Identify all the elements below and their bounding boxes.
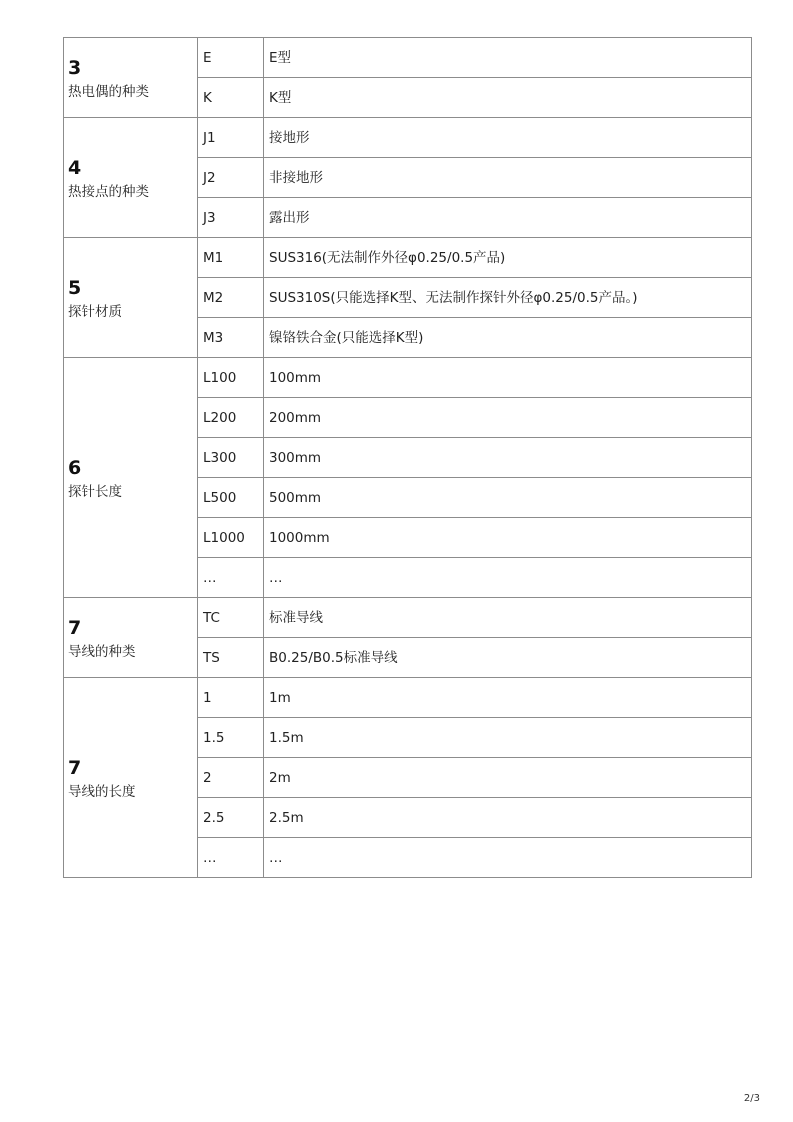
spec-table-body <box>64 38 752 878</box>
spec-table <box>63 37 752 878</box>
group-cell <box>64 238 198 358</box>
option-description: SUS316(无法制作外径φ0.25/0.5产品) <box>264 238 752 278</box>
option-description: SUS310S(只能选择K型、无法制作探针外径φ0.25/0.5产品。) <box>264 278 752 318</box>
table-row <box>64 238 752 278</box>
option-description: 接地形 <box>264 118 752 158</box>
option-description: 2.5m <box>264 798 752 838</box>
option-description: 非接地形 <box>264 158 752 198</box>
option-description: 200mm <box>264 398 752 438</box>
group-label: 导线的种类 <box>68 643 136 660</box>
option-code: 1 <box>198 678 264 718</box>
table-row <box>64 118 752 158</box>
option-code: TC <box>198 598 264 638</box>
option-code: M1 <box>198 238 264 278</box>
option-description: E型 <box>264 38 752 78</box>
option-code: L100 <box>198 358 264 398</box>
option-description: … <box>264 838 752 878</box>
option-code: … <box>198 838 264 878</box>
option-description: 1m <box>264 678 752 718</box>
option-code: M3 <box>198 318 264 358</box>
group-cell <box>64 598 198 678</box>
group-number: 4 <box>68 156 82 179</box>
group-label: 热电偶的种类 <box>68 83 149 100</box>
group-cell <box>64 38 198 118</box>
option-description: B0.25/B0.5标准导线 <box>264 638 752 678</box>
option-code: L1000 <box>198 518 264 558</box>
group-cell <box>64 118 198 238</box>
option-description: 500mm <box>264 478 752 518</box>
option-code: M2 <box>198 278 264 318</box>
option-description: 1.5m <box>264 718 752 758</box>
table-row <box>64 678 752 718</box>
option-code: 1.5 <box>198 718 264 758</box>
option-code: 2 <box>198 758 264 798</box>
group-number: 5 <box>68 276 82 299</box>
table-row <box>64 598 752 638</box>
option-description: 100mm <box>264 358 752 398</box>
option-code: L500 <box>198 478 264 518</box>
group-cell <box>64 358 198 598</box>
group-label: 探针材质 <box>68 303 122 320</box>
group-label: 导线的长度 <box>68 783 136 800</box>
table-row <box>64 38 752 78</box>
option-code: E <box>198 38 264 78</box>
option-code: L200 <box>198 398 264 438</box>
option-code: J1 <box>198 118 264 158</box>
group-number: 3 <box>68 56 82 79</box>
option-code: 2.5 <box>198 798 264 838</box>
group-label: 探针长度 <box>68 483 122 500</box>
option-code: TS <box>198 638 264 678</box>
option-description: 2m <box>264 758 752 798</box>
option-description: 镍铬铁合金(只能选择K型) <box>264 318 752 358</box>
option-description: 露出形 <box>264 198 752 238</box>
option-description: 300mm <box>264 438 752 478</box>
group-label: 热接点的种类 <box>68 183 149 200</box>
option-description: 1000mm <box>264 518 752 558</box>
option-code: L300 <box>198 438 264 478</box>
group-number: 7 <box>68 616 82 639</box>
option-code: J2 <box>198 158 264 198</box>
option-code: J3 <box>198 198 264 238</box>
group-number: 7 <box>68 756 82 779</box>
group-number: 6 <box>68 456 82 479</box>
option-code: K <box>198 78 264 118</box>
option-description: 标准导线 <box>264 598 752 638</box>
option-description: K型 <box>264 78 752 118</box>
group-cell <box>64 678 198 878</box>
table-row <box>64 358 752 398</box>
option-code: … <box>198 558 264 598</box>
option-description: … <box>264 558 752 598</box>
page-number: 2/3 <box>743 1093 760 1104</box>
